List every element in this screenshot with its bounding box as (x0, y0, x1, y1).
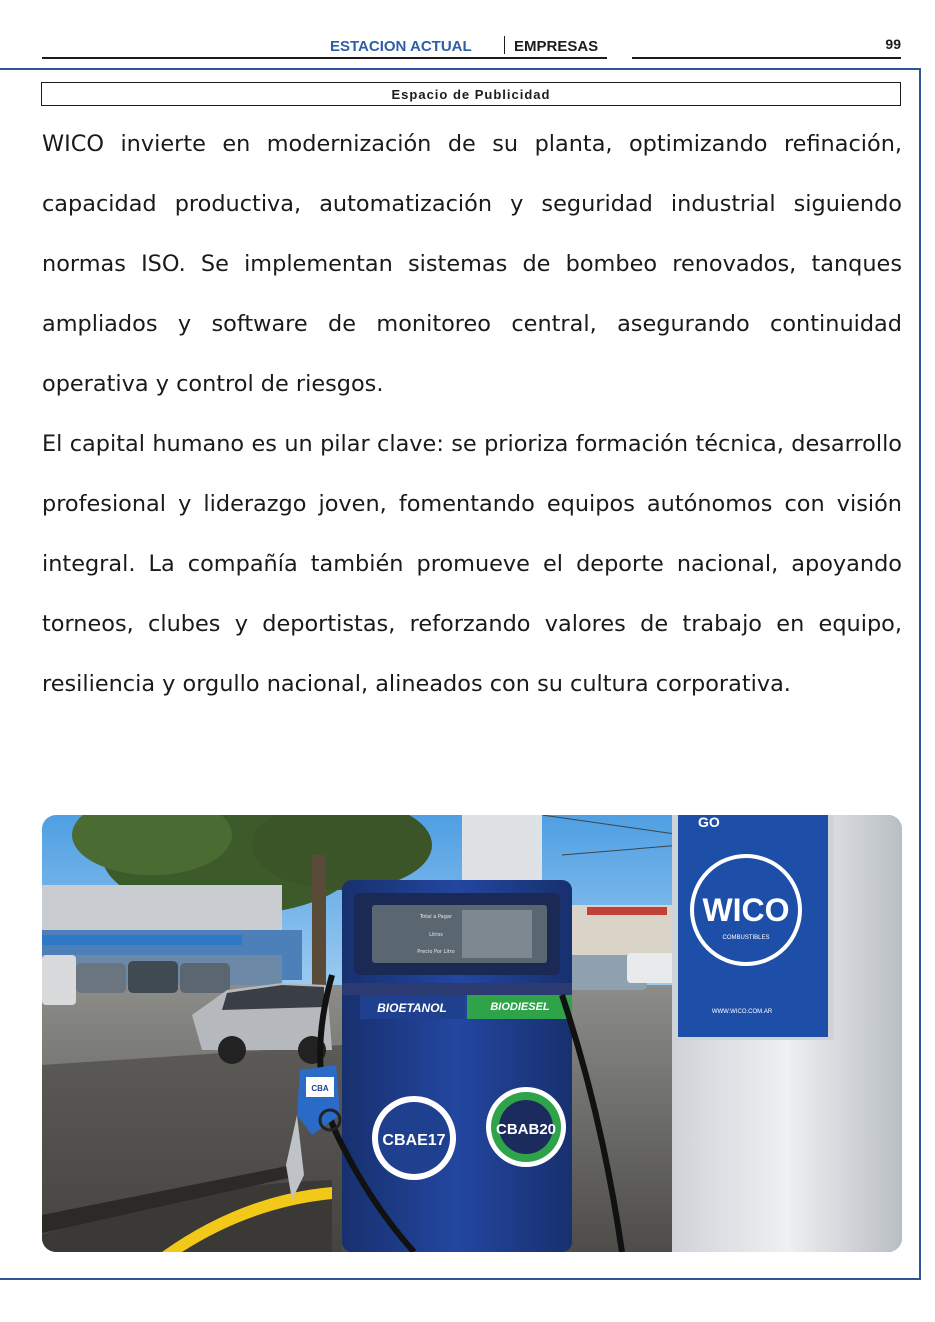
header-section: ESTACION ACTUAL (330, 38, 472, 55)
frame-top-rule (0, 68, 921, 70)
header-rule-left (42, 57, 607, 59)
header-category: EMPRESAS (514, 38, 599, 55)
sign-brand: WICO (702, 892, 790, 928)
fuel-station-photo (42, 815, 902, 1252)
header-divider (504, 36, 505, 54)
svg-text:CBA: CBA (311, 1084, 329, 1093)
sign-sub: COMBUSTIBLES (722, 935, 770, 941)
sign-url: WWW.WICO.COM.AR (711, 1009, 773, 1015)
frame-right-rule (919, 69, 921, 1280)
badge-bioetanol-text: CBAE17 (382, 1132, 446, 1149)
article-body (42, 114, 902, 714)
pump-display-label: Total a Pagar (419, 914, 453, 920)
article-paragraph: El capital humano es un pilar clave: se prioriza formación técnica, desarrollo profesional y liderazgo joven, fomentando equipos autónomos con visión integral. La compañía también promueve el deporte nacional, apoyando torneos, clubes y deportistas, reforzando valores de trabajo en equipo, resiliencia y orgullo nacional, alineados con su cultura corporativa. (42, 431, 902, 697)
page-number: 99 (885, 36, 901, 52)
pump-display-label: Precio Por Litro (417, 949, 455, 955)
sign-top-fragment: GO (698, 815, 720, 830)
ad-label: Espacio de Publicidad (391, 86, 551, 102)
header-rule-right (632, 57, 901, 59)
frame-bottom-rule (0, 1278, 921, 1280)
ad-label-box (41, 82, 901, 106)
badge-biodiesel-text: CBAB20 (495, 1121, 557, 1138)
pump-label-biodiesel: BIODIESEL (490, 1001, 550, 1013)
article-paragraph: WICO invierte en modernización de su planta, optimizando refinación, capacidad productiva, automatización y seguridad industrial siguiendo normas ISO. Se implementan sistemas de bombeo renovados, tanques ampliados y software de monitoreo central, asegurando continuidad operativa y control de riesgos. (42, 131, 902, 397)
pump-display-label: Litros (429, 932, 443, 938)
pump-label-bioetanol: BIOETANOL (377, 1001, 447, 1015)
